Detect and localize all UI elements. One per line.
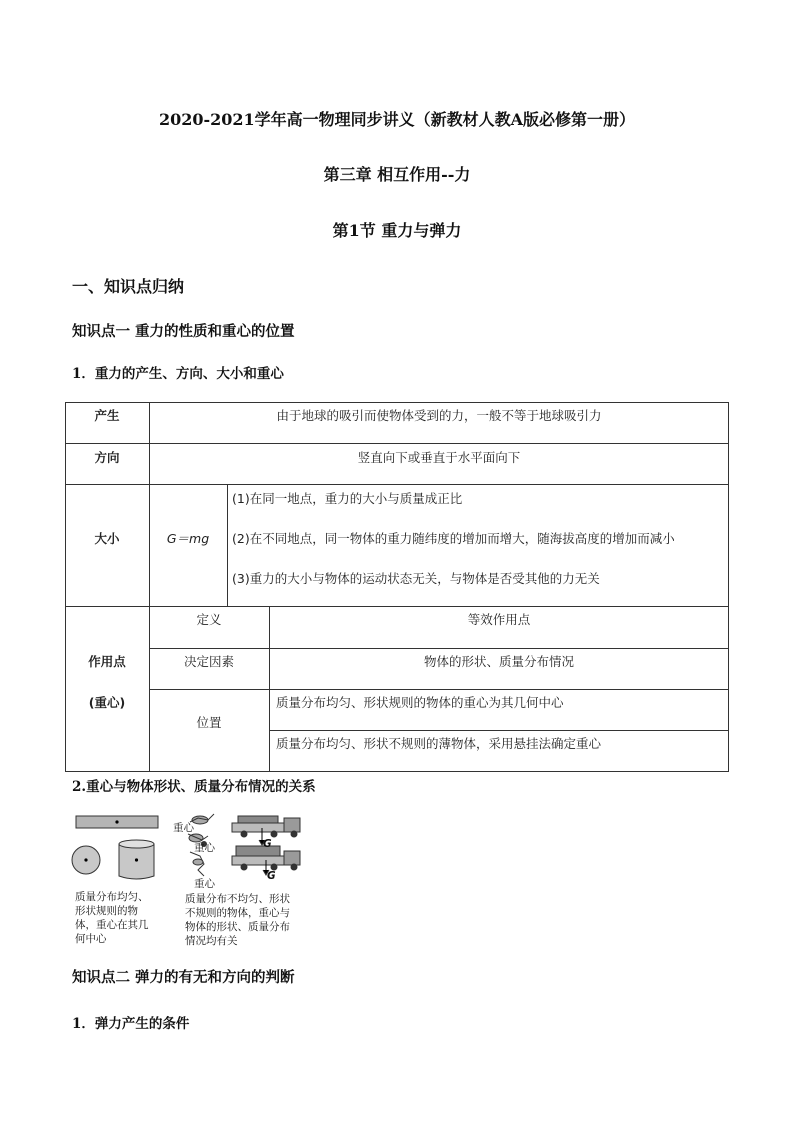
cog-label-top: 重心	[173, 822, 194, 834]
subheading-gravity-basics: 1．重力的产生、方向、大小和重心	[72, 366, 284, 382]
gravity-label-truck-1: G	[263, 838, 272, 850]
right-caption-line-3: 物体的形状、质量分布	[185, 921, 290, 933]
row-direction-label: 方向	[94, 450, 120, 465]
gravity-label-truck-2: G	[267, 870, 276, 882]
gravity-formula: G＝mg	[166, 531, 210, 546]
position-value-1: 质量分布均匀、形状规则的物体的重心为其几何中心	[276, 695, 564, 710]
factors-label: 决定因素	[183, 654, 234, 669]
definition-label: 定义	[196, 612, 222, 627]
gravity-table	[65, 402, 729, 772]
row-point-sublabel: (重心)	[88, 695, 126, 710]
magnitude-item-1: (1)在同一地点，重力的大小与质量成正比	[232, 491, 463, 506]
center-of-gravity-figure	[70, 808, 310, 948]
cog-label-middle: 重心	[194, 842, 215, 854]
left-caption-line-1: 质量分布均匀、	[75, 891, 149, 903]
chapter-title: 第三章 相互作用--力	[323, 165, 471, 184]
row-origin-label: 产生	[94, 408, 120, 423]
left-caption-line-4: 何中心	[75, 933, 107, 945]
row-point-label: 作用点	[88, 654, 126, 669]
factors-value: 物体的形状、质量分布情况	[423, 654, 574, 669]
subheading-cog-relation: 2.重心与物体形状、质量分布情况的关系	[72, 779, 316, 795]
row-direction-content: 竖直向下或垂直于水平面向下	[357, 450, 521, 465]
knowledge-point-1-heading: 知识点一 重力的性质和重心的位置	[72, 323, 295, 340]
position-value-2: 质量分布均匀、形状不规则的薄物体，采用悬挂法确定重心	[276, 736, 602, 751]
right-caption-line-1: 质量分布不均匀、形状	[185, 893, 290, 905]
position-label: 位置	[196, 715, 222, 730]
right-caption-line-4: 情况均有关	[185, 935, 238, 947]
magnitude-item-2: (2)在不同地点，同一物体的重力随纬度的增加而增大，随海拔高度的增加而减小	[232, 531, 675, 546]
left-caption-line-3: 体，重心在其几	[75, 919, 149, 931]
left-caption-line-2: 形状规则的物	[75, 905, 138, 917]
knowledge-point-2-heading: 知识点二 弹力的有无和方向的判断	[72, 969, 295, 986]
right-caption-line-2: 不规则的物体，重心与	[185, 907, 290, 919]
cog-label-bottom: 重心	[194, 878, 215, 890]
magnitude-item-3: (3)重力的大小与物体的运动状态无关，与物体是否受其他的力无关	[232, 571, 600, 586]
definition-value: 等效作用点	[467, 612, 531, 627]
subheading-elastic-conditions: 1．弹力产生的条件	[72, 1016, 190, 1032]
section-title: 第1节 重力与弹力	[332, 221, 462, 240]
row-magnitude-label: 大小	[94, 531, 120, 546]
row-origin-content: 由于地球的吸引而使物体受到的力，一般不等于地球吸引力	[276, 408, 602, 423]
document-title: 2020-2021学年高一物理同步讲义（新教材人教A版必修第一册）	[158, 110, 636, 129]
part-heading: 一、知识点归纳	[72, 277, 185, 296]
